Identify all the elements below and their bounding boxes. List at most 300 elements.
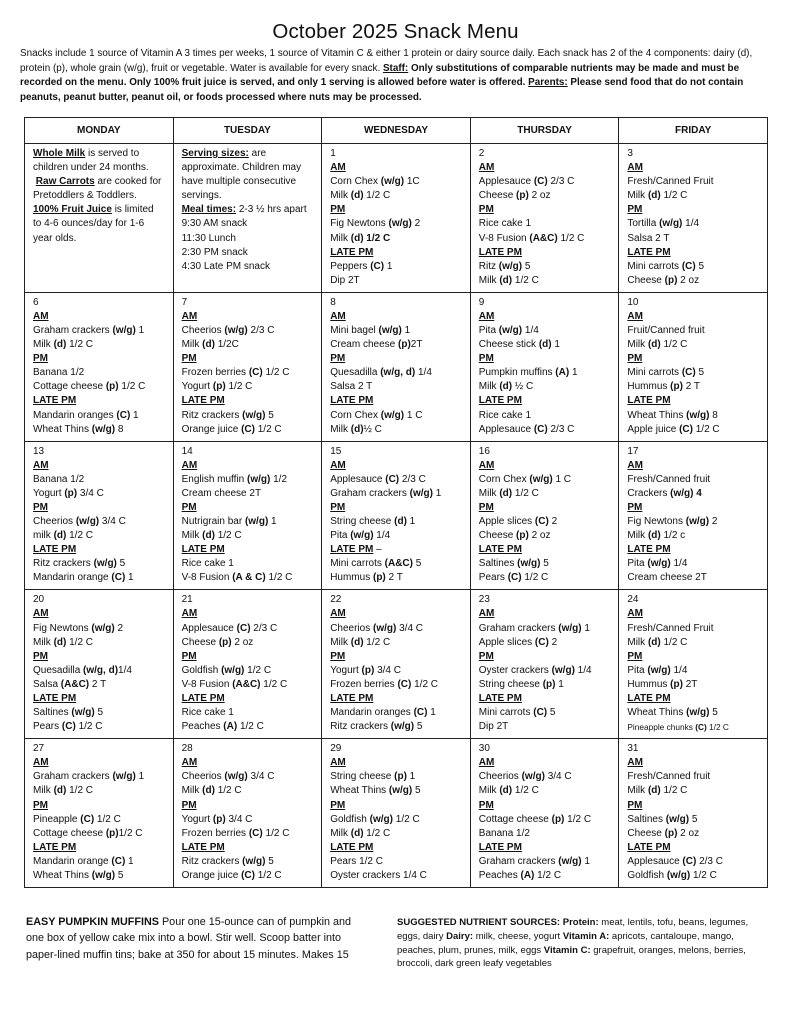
food-item <box>627 487 759 501</box>
snack-period <box>182 501 314 515</box>
food-amount: 5 <box>540 558 549 570</box>
food-component: (p) <box>516 530 529 542</box>
food-component: (C) <box>397 678 412 690</box>
food-item <box>627 784 759 798</box>
food-amount: 1 <box>406 771 416 783</box>
snack-period <box>182 543 314 557</box>
food-name: Fresh/Canned fruit <box>627 473 711 485</box>
food-name: Milk <box>330 232 351 244</box>
date-number: 20 <box>33 594 45 606</box>
food-name: Ritz crackers <box>181 855 243 867</box>
food-item <box>627 232 759 246</box>
food-name: Apple slices <box>478 516 535 528</box>
food-name: Wheat Thins <box>330 785 389 797</box>
food-component: (w/g) <box>380 409 405 421</box>
food-component: (d) <box>202 339 215 351</box>
intro-paragraph <box>20 47 772 105</box>
food-name: Hummus <box>627 381 671 393</box>
vitamin-c-label: Vitamin C: <box>543 944 591 956</box>
food-amount: 2 oz <box>528 530 551 542</box>
snack-period-label: AM <box>181 310 198 322</box>
snack-period-label: PM <box>627 353 643 365</box>
food-item <box>479 706 611 720</box>
food-amount: 2T <box>410 339 423 351</box>
food-item <box>627 338 759 352</box>
food-component: (p) <box>212 381 226 393</box>
date-number: 24 <box>627 594 639 606</box>
food-amount: 1/2 C <box>512 487 539 499</box>
snack-period-label: AM <box>330 608 346 620</box>
snack-period-label: AM <box>627 162 643 174</box>
snack-period-label: AM <box>330 310 346 322</box>
food-amount: 3/4 C <box>225 813 253 825</box>
day-cell <box>322 441 471 590</box>
food-amount: 1/2 C <box>118 827 143 839</box>
food-component: (d) <box>350 636 364 648</box>
food-amount: 1 <box>130 409 139 421</box>
food-name: Goldfish <box>627 870 667 882</box>
snack-period <box>627 246 759 260</box>
food-item <box>33 380 165 394</box>
snack-period-label: PM <box>478 650 494 662</box>
food-item <box>182 487 314 501</box>
snack-period-label: PM <box>478 353 494 365</box>
food-amount: 8 <box>709 409 718 421</box>
food-name: Cheerios <box>181 324 225 336</box>
food-component: (p) <box>670 381 683 393</box>
food-item <box>33 473 165 487</box>
food-component: (p) <box>212 813 226 825</box>
snack-period <box>627 501 759 515</box>
food-amount: 5 <box>695 367 705 379</box>
food-name: Yogurt <box>33 487 65 499</box>
serving-sizes-note <box>182 147 314 203</box>
snack-period <box>330 650 462 664</box>
food-item <box>33 409 165 423</box>
food-component: (C) <box>681 260 696 272</box>
food-item <box>479 720 611 734</box>
food-component: (A&C) <box>60 678 90 690</box>
food-component: (d) <box>499 785 513 797</box>
date-number: 27 <box>33 743 45 755</box>
food-component: (w/g) <box>647 558 671 570</box>
food-component: (C) <box>679 423 693 435</box>
food-component: (w/g) <box>75 516 100 528</box>
date-number: 9 <box>478 296 485 308</box>
snack-period-label: LATE PM <box>181 841 225 853</box>
snack-period <box>479 650 611 664</box>
food-component: (d) <box>53 530 67 542</box>
food-component: (C) <box>533 707 548 719</box>
food-component: (w/g) <box>221 664 245 676</box>
food-amount: ½ C <box>512 381 534 393</box>
snack-period <box>627 841 759 855</box>
food-amount: 1/2 <box>270 473 288 485</box>
food-amount: 2/3 C <box>247 324 275 336</box>
snack-period-label: LATE PM <box>33 544 77 556</box>
food-amount: 1 <box>135 771 145 783</box>
food-component: (p) <box>664 827 678 839</box>
week-row <box>25 739 768 888</box>
food-amount: 1/2 C <box>66 785 94 797</box>
day-header: MONDAY <box>25 118 174 144</box>
food-item <box>330 784 462 798</box>
food-name: Cheerios <box>330 622 373 634</box>
food-name: Hummus <box>627 678 671 690</box>
food-name: Goldfish <box>181 664 222 676</box>
food-name: Milk <box>181 339 203 351</box>
carrots-note <box>33 175 165 203</box>
food-item <box>33 366 165 380</box>
day-header: THURSDAY <box>470 118 619 144</box>
food-amount: 1 <box>406 516 416 528</box>
food-name: Wheat Thins <box>627 707 687 719</box>
food-component: (w/g) <box>112 771 136 783</box>
food-item <box>479 770 611 784</box>
snack-period-label: PM <box>478 799 494 811</box>
food-component: (C) <box>248 367 263 379</box>
food-name: V-8 Fusion <box>478 232 530 244</box>
food-item <box>33 664 165 678</box>
meal-times-text: 2-3 ½ hrs apart <box>236 204 307 216</box>
food-name: Milk <box>181 785 203 797</box>
food-component: (C) <box>241 423 255 435</box>
food-amount: 2/3 C <box>399 473 426 485</box>
food-item <box>627 409 759 423</box>
food-name: Pears <box>478 572 508 584</box>
food-name: Mini carrots <box>478 707 534 719</box>
snack-period-label: PM <box>330 353 346 365</box>
day-cell <box>322 590 471 739</box>
food-item <box>479 571 611 585</box>
food-amount: 1/2 C <box>512 274 539 286</box>
food-component: (A) <box>223 721 238 733</box>
food-item <box>479 338 611 352</box>
food-item <box>330 664 462 678</box>
food-item <box>182 557 314 571</box>
food-component: (w/g, d) <box>83 664 119 676</box>
food-amount: 5 <box>695 260 705 272</box>
snack-period-label: PM <box>181 799 197 811</box>
food-name: Corn Chex <box>330 409 381 421</box>
food-amount: 2/3 C <box>250 622 278 634</box>
food-item <box>33 720 165 734</box>
food-name: Milk <box>478 487 500 499</box>
food-item <box>330 423 462 437</box>
recipe-box <box>26 914 356 963</box>
food-name: Cream cheese 2T <box>181 487 262 499</box>
food-item <box>33 338 165 352</box>
snack-period <box>627 799 759 813</box>
date-number: 14 <box>181 445 193 457</box>
food-item <box>182 678 314 692</box>
snack-period <box>627 692 759 706</box>
snack-period-label: AM <box>33 310 49 322</box>
snack-period-label: PM <box>627 650 643 662</box>
food-item <box>182 770 314 784</box>
food-name: Applesauce <box>478 176 534 188</box>
snack-period <box>33 310 165 324</box>
date-number: 2 <box>478 148 485 159</box>
food-component: (w/g) <box>529 473 553 485</box>
food-amount: 2 <box>709 516 718 528</box>
day-cell <box>173 590 322 739</box>
food-name: Mandarin oranges <box>33 409 117 421</box>
food-name: Crackers <box>627 487 671 499</box>
food-item <box>479 529 611 543</box>
food-component: (d) <box>350 423 364 435</box>
date-number: 16 <box>478 445 490 457</box>
food-amount: 1/2 C <box>521 572 549 584</box>
food-item <box>627 770 759 784</box>
food-item <box>330 557 462 571</box>
food-name: Milk <box>330 190 351 202</box>
food-item <box>182 869 314 883</box>
parents-label: Parents: <box>528 77 568 88</box>
food-component: (C) <box>111 855 126 867</box>
food-name: Milk <box>478 785 500 797</box>
meal-time: 9:30 AM snack <box>181 218 248 230</box>
food-amount: 1 <box>432 487 442 499</box>
food-item <box>182 380 314 394</box>
food-amount: 1/2 C <box>512 785 539 797</box>
food-amount: 1/2 C <box>564 813 592 825</box>
food-name: Tortilla <box>627 218 660 230</box>
food-name: Ritz <box>478 260 499 272</box>
snack-period <box>479 543 611 557</box>
food-amount: ½ C <box>363 423 382 435</box>
food-name: Pita <box>627 664 648 676</box>
food-name: Pumpkin muffins <box>478 367 556 379</box>
day-cell <box>322 144 471 293</box>
food-name: Banana 1/2 <box>33 473 85 485</box>
food-item <box>330 217 462 231</box>
food-amount: 2/3 C <box>547 423 575 435</box>
food-item <box>479 366 611 380</box>
week-row <box>25 590 768 739</box>
food-item <box>33 706 165 720</box>
food-component: (w/g) <box>665 813 690 825</box>
food-amount: 1/2 c <box>660 530 686 542</box>
food-name: Cheese <box>181 636 219 648</box>
food-amount: 1/2 C <box>660 339 688 351</box>
food-item <box>330 515 462 529</box>
food-component: (C) <box>370 260 385 272</box>
food-item <box>33 855 165 869</box>
day-cell <box>470 739 619 888</box>
food-amount: 1/2 C <box>660 636 688 648</box>
food-component: (w/g) <box>369 813 393 825</box>
food-amount: 2 <box>548 516 558 528</box>
snack-period-label: LATE PM <box>330 841 374 853</box>
food-item <box>33 529 165 543</box>
food-amount: 1 <box>427 707 436 719</box>
dairy-text: milk, cheese, yogurt <box>473 930 563 942</box>
food-component: (w/g) <box>93 558 117 570</box>
serving-sizes-text: are approximate. Children may have multiple consecutive servings. <box>181 148 302 202</box>
food-item <box>479 678 611 692</box>
food-amount: 1/2 C <box>260 678 288 690</box>
food-item <box>182 423 314 437</box>
snack-period-label: AM <box>627 459 643 471</box>
food-name: Milk <box>330 423 351 435</box>
food-item <box>627 529 759 543</box>
food-item <box>627 813 759 827</box>
food-component: (p) <box>664 274 678 286</box>
food-item <box>479 622 611 636</box>
snack-period <box>33 756 165 770</box>
food-name: Fig Newtons <box>330 218 389 230</box>
food-component: (w/g) <box>521 771 545 783</box>
food-component: (p) <box>551 813 565 825</box>
food-item <box>479 324 611 338</box>
food-name: Mandarin orange <box>33 855 112 867</box>
food-component: (C) <box>236 622 251 634</box>
food-component: (w/g) <box>373 622 397 634</box>
food-item <box>182 720 314 734</box>
snack-period-label: AM <box>330 757 346 769</box>
snack-period-suffix: – <box>373 544 382 556</box>
food-name: Orange juice <box>181 870 242 882</box>
food-name: Cheese <box>478 190 517 202</box>
snack-period-label: AM <box>478 310 495 322</box>
food-name: V-8 Fusion <box>181 678 233 690</box>
snack-period <box>479 607 611 621</box>
food-amount: 1/2 C <box>363 636 391 648</box>
snack-period <box>182 607 314 621</box>
food-item <box>627 720 759 734</box>
food-item <box>182 529 314 543</box>
date-number: 22 <box>330 594 342 606</box>
food-item <box>33 557 165 571</box>
snack-period-label: LATE PM <box>33 693 77 705</box>
food-component: (w/g) <box>91 622 115 634</box>
food-component: (d) <box>53 636 67 648</box>
food-name: Rice cake 1 <box>181 707 234 719</box>
snack-period-label: AM <box>478 757 495 769</box>
dairy-label: Dairy: <box>446 930 474 942</box>
food-amount: 1/2 C <box>237 721 264 733</box>
food-amount: 1 <box>401 324 411 336</box>
food-name: Hummus <box>330 572 373 584</box>
snack-period-label: AM <box>33 757 49 769</box>
food-name: Pita <box>478 324 499 336</box>
food-item <box>33 515 165 529</box>
food-item <box>330 706 462 720</box>
date-number: 8 <box>330 296 336 308</box>
food-item <box>479 473 611 487</box>
food-component: (w/g, d) <box>380 367 416 379</box>
food-component: (d) <box>53 339 67 351</box>
food-amount: 1/2 C <box>265 572 293 584</box>
snack-period <box>627 394 759 408</box>
food-name: Banana 1/2 <box>478 827 530 839</box>
food-component: (A & C) <box>232 572 266 584</box>
food-amount: 5 <box>412 558 422 570</box>
food-name: Mini bagel <box>330 324 379 336</box>
food-amount: 1/2 C <box>363 827 391 839</box>
food-name: Graham crackers <box>330 487 410 499</box>
food-amount: 2/3 C <box>696 855 723 867</box>
snack-period-label: LATE PM <box>181 395 225 407</box>
snack-period <box>479 501 611 515</box>
food-component: (C) <box>61 721 76 733</box>
food-item <box>330 366 462 380</box>
food-item <box>479 487 611 501</box>
food-amount: 5 <box>412 785 421 797</box>
food-name: Dip 2T <box>330 274 360 286</box>
food-name: Applesauce <box>330 473 386 485</box>
food-name: Milk <box>33 339 54 351</box>
food-item <box>330 175 462 189</box>
food-amount: 1 <box>125 855 134 867</box>
food-item <box>330 720 462 734</box>
snack-period-label: LATE PM <box>627 395 671 407</box>
food-component: (A) <box>555 367 570 379</box>
food-amount: 1/2 C <box>118 381 146 393</box>
food-component: (C) <box>533 423 548 435</box>
food-item <box>182 813 314 827</box>
food-component: (p) <box>398 339 411 351</box>
snack-period <box>627 161 759 175</box>
food-amount: 1/2 C <box>214 785 242 797</box>
meal-times-note <box>182 203 314 217</box>
food-name: Wheat Thins <box>33 423 92 435</box>
food-component: (C) <box>241 870 255 882</box>
food-name: Fig Newtons <box>627 516 686 528</box>
food-item <box>627 571 759 585</box>
food-item <box>479 274 611 288</box>
snack-period <box>479 394 611 408</box>
food-name: Peaches <box>478 870 521 882</box>
food-component: (d) <box>202 785 215 797</box>
food-amount: 5 <box>689 813 698 825</box>
food-amount: 1/2 C <box>411 678 439 690</box>
snack-period-label: LATE PM <box>330 544 374 556</box>
food-amount: 5 <box>94 707 104 719</box>
snack-period-label: PM <box>33 501 48 513</box>
snack-period <box>330 756 462 770</box>
food-name: Salsa 2 T <box>330 381 373 393</box>
recipe-text: Pour one 15-ounce can of pumpkin and one box of yellow cake mix into a bowl. Stir well. Scoop batter into paper-lined muffin tins; bake at 350 for about 15 minutes. Makes 15 <box>26 916 352 961</box>
food-name: Corn Chex <box>330 176 381 188</box>
food-component: (w/g) <box>378 324 402 336</box>
snack-period <box>627 650 759 664</box>
food-amount: 1/2 C <box>363 190 391 202</box>
food-amount: 5 <box>522 260 531 272</box>
food-item <box>627 664 759 678</box>
food-name: Saltines <box>478 558 518 570</box>
food-amount: 1/4 <box>118 664 132 676</box>
food-component: (w/g) <box>388 218 412 230</box>
date-number: 17 <box>627 445 639 457</box>
snack-period <box>182 352 314 366</box>
food-name: Milk <box>33 636 54 648</box>
food-item <box>182 366 314 380</box>
food-component: (w/g) <box>71 707 95 719</box>
snack-period <box>479 841 611 855</box>
food-name: Oyster crackers 1/4 C <box>330 870 427 882</box>
food-item <box>627 622 759 636</box>
food-amount: 2 <box>114 622 124 634</box>
food-amount: 2T <box>682 678 698 690</box>
food-name: Pears <box>33 721 62 733</box>
food-name: Peppers <box>330 260 371 272</box>
food-name: Milk <box>627 530 648 542</box>
milk-note-label: Whole Milk <box>33 148 86 159</box>
food-component: (w/g) <box>498 260 523 272</box>
food-name: Ritz crackers <box>33 558 94 570</box>
